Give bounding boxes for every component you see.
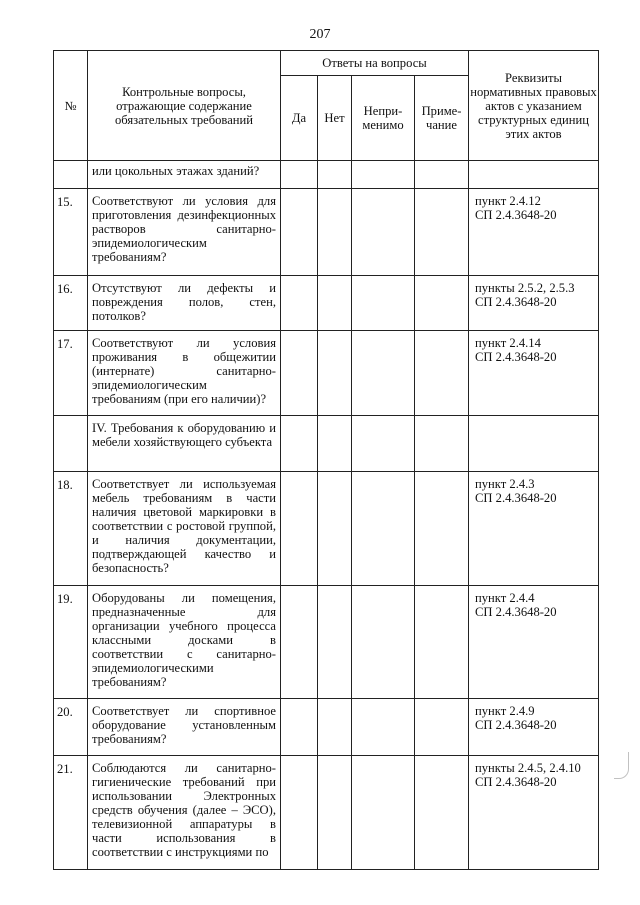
cell-note (415, 756, 469, 870)
table-row-section-4 (54, 416, 599, 472)
table-row-19 (54, 586, 599, 699)
cell-note (415, 586, 469, 699)
ref-clause: пункты 2.4.5, 2.4.10 (475, 761, 581, 775)
cell-note (415, 189, 469, 276)
cell-no (318, 276, 352, 331)
cell-yes (281, 331, 318, 416)
ref-act: СП 2.4.3648-20 (475, 350, 557, 364)
ref-clause: пункт 2.4.12 (475, 194, 541, 208)
ref-act: СП 2.4.3648-20 (475, 208, 557, 222)
cell-question: Соответствуют ли условия для приготовления дезинфекционных растворов санитарно-эпидемиологическим требованиям? (88, 189, 281, 276)
cell-note (415, 699, 469, 756)
table-row-21 (54, 756, 599, 870)
cell-yes (281, 189, 318, 276)
cell-ref (469, 699, 599, 756)
cell-not-applicable (352, 586, 415, 699)
cell-no (318, 331, 352, 416)
section-title: IV. Требования к оборудованию и мебели хозяйствующего субъекта (88, 416, 281, 472)
cell-note (415, 416, 469, 472)
cell-ref (469, 276, 599, 331)
cell-num: 16. (54, 276, 88, 331)
table-row-continuation (54, 161, 599, 189)
cell-ref (469, 586, 599, 699)
cell-no (318, 472, 352, 586)
cell-not-applicable (352, 331, 415, 416)
table-row-17 (54, 331, 599, 416)
cell-question: Соблюдаются ли санитарно-гигиенические требований при использовании Электронных средств обучения (далее – ЭСО), телевизионной аппаратуры в части использования в соответствии с инструкциями по (88, 756, 281, 870)
table-row-18 (54, 472, 599, 586)
ref-clause: пункт 2.4.9 (475, 704, 535, 718)
header-note (415, 76, 469, 161)
cell-num: 17. (54, 331, 88, 416)
cell-not-applicable (352, 189, 415, 276)
cell-yes (281, 586, 318, 699)
checklist-table (53, 50, 599, 870)
cell-num: 18. (54, 472, 88, 586)
cell-not-applicable (352, 756, 415, 870)
cell-ref (469, 472, 599, 586)
header-requisites: Реквизиты нормативных правовых актов с указанием структурных единиц этих актов (469, 51, 599, 161)
cell-question: Соответствуют ли условия проживания в общежитии (интернате) санитарно-эпидемиологическим требованиям (при его наличии)? (88, 331, 281, 416)
cell-not-applicable (352, 699, 415, 756)
cell-note (415, 161, 469, 189)
cell-yes (281, 472, 318, 586)
header-num: № (54, 51, 88, 161)
cell-num (54, 416, 88, 472)
ref-act: СП 2.4.3648-20 (475, 605, 557, 619)
cell-no (318, 416, 352, 472)
ref-act: СП 2.4.3648-20 (475, 718, 557, 732)
cell-yes (281, 416, 318, 472)
header-no: Нет (318, 76, 352, 161)
ref-clause: пункт 2.4.14 (475, 336, 541, 350)
cell-ref (469, 756, 599, 870)
scan-margin-mark (614, 752, 629, 779)
cell-ref (469, 331, 599, 416)
cell-no (318, 161, 352, 189)
ref-act: СП 2.4.3648-20 (475, 775, 557, 789)
cell-question: Оборудованы ли помещения, предназначенные для организации учебного процесса классными досками в соответствии с санитарно-эпидемиологическими требованиям? (88, 586, 281, 699)
cell-question: или цокольных этажах зданий? (88, 161, 281, 189)
cell-yes (281, 161, 318, 189)
cell-not-applicable (352, 276, 415, 331)
cell-note (415, 472, 469, 586)
ref-act: СП 2.4.3648-20 (475, 295, 557, 309)
cell-no (318, 189, 352, 276)
ref-clause: пункт 2.4.3 (475, 477, 535, 491)
cell-yes (281, 699, 318, 756)
cell-yes (281, 276, 318, 331)
header-row-top (54, 51, 599, 76)
cell-num: 20. (54, 699, 88, 756)
cell-num (54, 161, 88, 189)
header-answers-group: Ответы на вопросы (281, 51, 469, 76)
header-not-applicable-line1: Непри- (363, 104, 403, 118)
page-number: 207 (309, 27, 331, 42)
table-row-15 (54, 189, 599, 276)
header-yes: Да (281, 76, 318, 161)
cell-num: 19. (54, 586, 88, 699)
header-note-line1: Приме- (421, 104, 462, 118)
cell-num: 21. (54, 756, 88, 870)
header-note-line2: чание (426, 118, 457, 132)
cell-note (415, 331, 469, 416)
header-not-applicable-line2: менимо (362, 118, 404, 132)
cell-not-applicable (352, 416, 415, 472)
cell-no (318, 699, 352, 756)
cell-ref (469, 161, 599, 189)
header-not-applicable (352, 76, 415, 161)
cell-no (318, 756, 352, 870)
cell-ref (469, 416, 599, 472)
table-row-16 (54, 276, 599, 331)
cell-note (415, 276, 469, 331)
header-questions: Контрольные вопросы, отражающие содержание обязательных требований (88, 51, 281, 161)
cell-question: Соответствует ли спортивное оборудование установленным требованиям? (88, 699, 281, 756)
cell-question: Соответствует ли используемая мебель требованиям в части наличия цветовой маркировки в соответствии с ростовой группой, и наличия документации, подтверждающей качество и безопасность? (88, 472, 281, 586)
table-row-20 (54, 699, 599, 756)
cell-ref (469, 189, 599, 276)
cell-question: Отсутствуют ли дефекты и повреждения полов, стен, потолков? (88, 276, 281, 331)
cell-yes (281, 756, 318, 870)
ref-clause: пункт 2.4.4 (475, 591, 535, 605)
cell-no (318, 586, 352, 699)
cell-num: 15. (54, 189, 88, 276)
ref-clause: пункты 2.5.2, 2.5.3 (475, 281, 575, 295)
cell-not-applicable (352, 161, 415, 189)
cell-not-applicable (352, 472, 415, 586)
ref-act: СП 2.4.3648-20 (475, 491, 557, 505)
